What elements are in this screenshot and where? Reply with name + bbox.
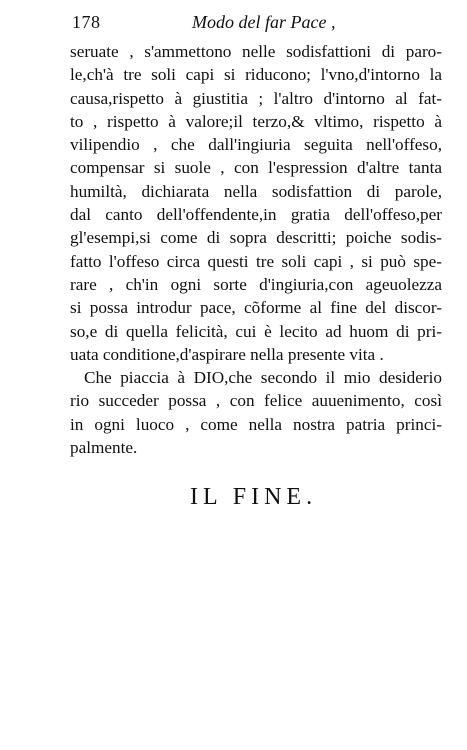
paragraph-2	[70, 366, 442, 459]
text-line: in ogni luoco , come nella nostra patria princi-	[70, 414, 442, 434]
text-line: dal canto dell'offendente,in gratia dell'offeso,per	[70, 205, 442, 225]
text-line: seruate , s'ammettono nelle sodisfattioni di paro-	[70, 42, 442, 61]
text-line: so,e di quella felicità, cui è lecito ad huom di pri-	[70, 321, 442, 341]
running-head	[72, 12, 412, 34]
text-line: rio succeder possa , con felice auuenimento, così	[70, 391, 442, 411]
text-line: le,ch'à tre soli capi si riducono; l'vno,d'intorno la	[70, 65, 442, 85]
text-line: vilipendio , che dall'ingiuria seguita nell'offeso,	[70, 135, 442, 155]
text-line: compensar si suole , con l'espression d'altre tanta	[70, 158, 442, 178]
text-line: fatto l'offeso circa questi tre soli capi , si può spe-	[70, 251, 442, 271]
text-line: humiltà, dichiarata nella sodisfattion di parole,	[70, 181, 442, 201]
body-text	[70, 40, 442, 459]
text-line: palmente.	[70, 438, 138, 458]
text-line: uata conditione,d'aspirare nella presente vita .	[70, 344, 384, 364]
running-title: Modo del far Pace ,	[192, 12, 336, 32]
text-line: Che piaccia à DIO,che secondo il mio desiderio	[84, 368, 442, 388]
text-line: to , rispetto à valore;il terzo,& vltimo, rispetto à	[70, 111, 442, 131]
colophon-the-end: IL FINE.	[190, 484, 318, 510]
text-line: rare , ch'in ogni sorte d'ingiuria,con ageuolezza	[70, 274, 442, 294]
page-number: 178	[72, 12, 101, 32]
text-line: gl'esempi,si come di sopra descritti; poiche sodis-	[70, 228, 442, 248]
text-line: si possa introdur pace, cõforme al fine del discor-	[70, 298, 442, 318]
text-line: causa,rispetto à giustitia ; l'altro d'intorno al fat-	[70, 88, 442, 108]
paragraph-1	[70, 40, 442, 366]
